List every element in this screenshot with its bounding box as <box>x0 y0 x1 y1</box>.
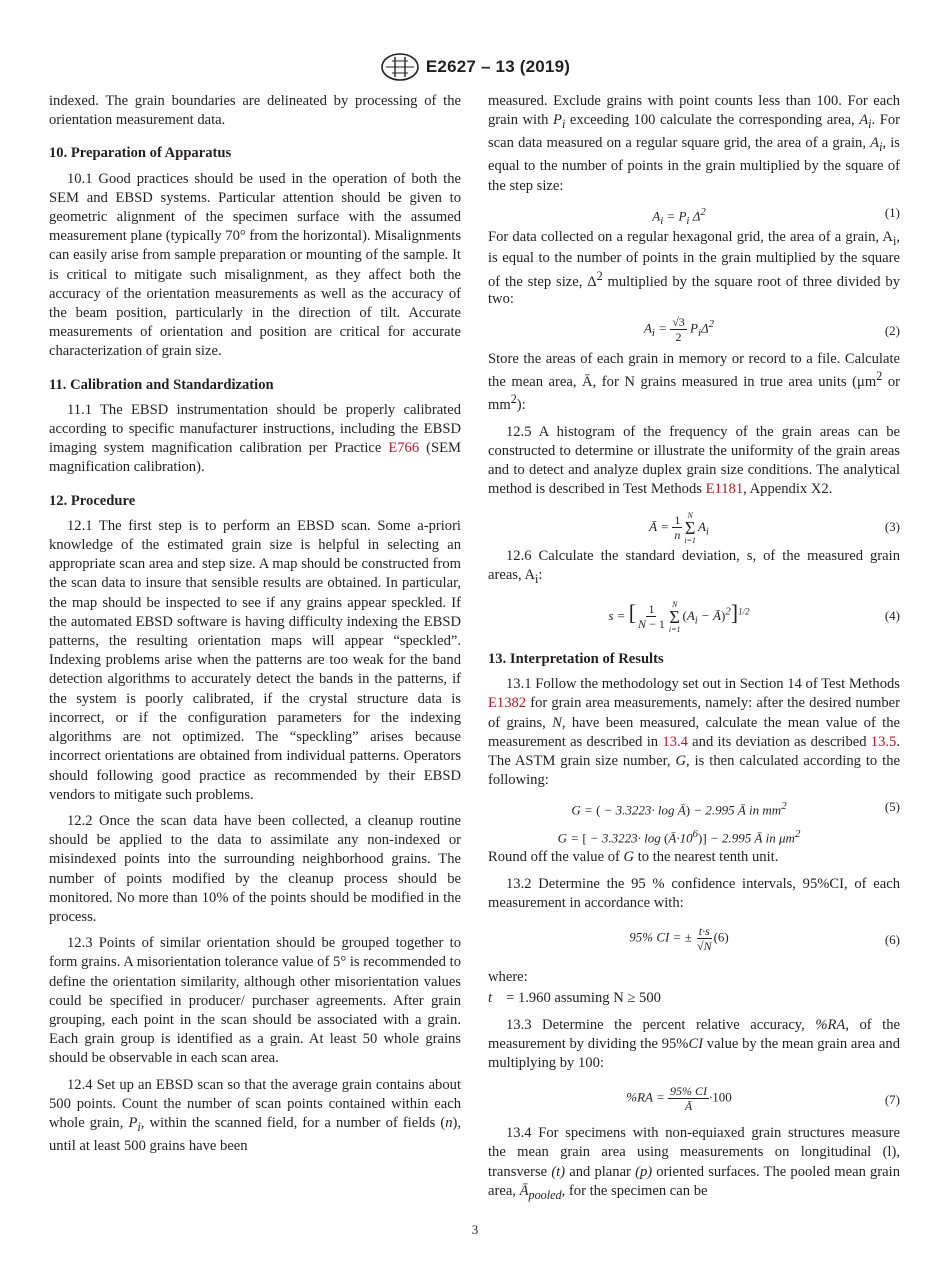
paragraph-11-1: 11.1 The EBSD instrumentation should be properly calibrated according to specific manufacturer instructions, including the EBSD imaging system magnification calibration per Practice E766 (SEM magnification calibration). <box>49 401 462 476</box>
equation-5: G = ( − 3.3223· log Ā) − 2.995 Ā in $mm^2$ (5) <box>571 799 900 818</box>
section-10-title: 10. Preparation of Apparatus <box>49 145 232 162</box>
link-e766[interactable]: E766 <box>388 440 420 457</box>
standard-designation: E2627 – 13 (2019) <box>425 57 571 76</box>
link-e1181[interactable]: E1181 <box>705 481 744 498</box>
paragraph-round-off: Round off the value of G to the nearest tenth unit. <box>488 849 779 866</box>
page-header <box>0 52 950 82</box>
link-e1382[interactable]: E1382 <box>488 695 527 712</box>
section-12-title: 12. Procedure <box>49 492 136 509</box>
paragraph-continued-right: measured. Exclude grains with point counts less than 100. For each grain with $P_i$ exceeding 100 calculate the corresponding area, $A_i$. For scan data measured on a regular square grid, the area of a grain, $A_i$, is equal to the number of points in the grain multiplied by the square of the step size: <box>488 93 901 194</box>
equation-7: %RA = $\frac{95\% CI}{Ā}$ ·100 (7) <box>626 1084 900 1114</box>
equation-5-micron: G = [ − $3.3223\cdot \log (Ā\cdot 10^6)] - 2.995$ Ā in $\mu m^2$ <box>557 828 801 846</box>
paragraph-12-2: 12.2 Once the scan data have been collected, a cleanup routine should be applied to the data to assimilate any non-indexed or misindexed points into the surrounding neighborhood grains. The number of points modified by the cleanup process should be monitored. No more than 10% of the points should be modified in the process. <box>49 812 461 925</box>
paragraph-12-1: 12.1 The first step is to perform an EBSD scan. Some a-priori knowledge of the estimated grain size is helpful in selecting an appropriate scan area and step size. A map should be constructed from the scan data to insure that sensible results are obtained. In particular, the map should be inspected to see if any grains appear speckled. If the automated EBSD software is having difficulty indexing the EBSD patterns, the resulting orientation maps will appear “speckled”. Indexing problems arise when the patterns are too weak for the band detection algorithms to accurately detect the bands in the patterns, if the system is poorly calibrated, if the crystal structure data is incorrect, or if the configuration parameters for the indexing algorithms are not optimized. The “speckling” arises because incorrect orientations are obtained from individual patterns. Operators should following good practice as recommended by their EBSD vendors to mitigate such problems. <box>49 517 461 803</box>
paragraph-continued: indexed. The grain boundaries are delineated by processing of the orientation measurement data. <box>49 93 461 129</box>
paragraph-13-4: 13.4 For specimens with non-equiaxed grain structures measure the mean grain area using measurements on longitudinal (l), transverse (t) and planar (p) oriented surfaces. The pooled mean grain area, $Ā_{pooled}$, for the specimen can be <box>488 1125 900 1202</box>
paragraph-store-areas: Store the areas of each grain in memory or record to a file. Calculate the mean area, Ā, for N grains measured in true area units ($\mu m^2$ or $mm^2$): <box>488 350 900 414</box>
paragraph-12-5: 12.5 A histogram of the frequency of the grain areas can be constructed to determine or illustrate the uniformity of the grain areas and to detect and analyze duplex grain size conditions. The analytical method is described in Test Methods E1181, Appendix X2. <box>488 423 900 498</box>
paragraph-hexagonal: For data collected on a regular hexagonal grid, the area of a grain, $A_i$, is equal to the number of points in the grain multiplied by the square of the step size, $\Delta^2$ multiplied by the square root of three divided by two: <box>488 228 900 308</box>
left-column <box>49 92 461 1163</box>
equation-1: $A_i = P_i$ $\Delta^2$ (1) <box>652 204 900 227</box>
equation-2: $A_i$ = $\frac{√3}{2}$ $P_i\Delta^2$ (2) <box>643 314 900 344</box>
where-label: where: <box>488 969 528 986</box>
paragraph-10-1: 10.1 Good practices should be used in the operation of both the SEM and EBSD systems. Particular attention should be given to geometric alignment of the specimen surface with the assumed measurement plane (typically 70° from the horizontal). Misalignments can easily arise from sample preparation or mounting of the sample. It is critical to mitigate such misalignment, as they affect both the accuracy of the orientation measurements as well as the accuracy of the beam position, particularly in the direction of tilt. Accurate measurements of orientation and position are critical for accurate characterization of grain size. <box>49 170 461 360</box>
link-13-5[interactable]: 13.5 <box>870 733 897 750</box>
link-13-4[interactable]: 13.4 <box>662 733 688 750</box>
right-column <box>488 92 900 1212</box>
astm-logo-icon <box>380 52 420 82</box>
equation-3: Ā = $\frac{1}{n}$ N Σ i=1 $A_i$ (3) <box>649 510 900 545</box>
equation-4: s = [ $\frac{1}{N - 1}$ N Σ i=1 ($A_i$ − Ā)$^2$]$^{1/2}$ (4) <box>608 599 900 634</box>
where-definition: t = 1.960 assuming N ≥ 500 <box>488 990 661 1007</box>
page-number: 3 <box>471 1222 479 1237</box>
paragraph-13-3: 13.3 Determine the percent relative accuracy, %RA, of the measurement by dividing the 95%CI value by the mean grain area and multiplying by 100: <box>488 1016 900 1072</box>
paragraph-12-6: 12.6 Calculate the standard deviation, s, of the measured grain areas, $A_i$: <box>488 547 900 586</box>
paragraph-13-2: 13.2 Determine the 95 % confidence intervals, 95%CI, of each measurement in accordance with: <box>488 875 900 912</box>
section-13-title: 13. Interpretation of Results <box>488 650 664 667</box>
paragraph-13-1: 13.1 Follow the methodology set out in Section 14 of Test Methods E1382 for grain area measurements, namely: after the desired number of grains, N, have been measured, calculate the mean value of the measurement as described in 13.4 and its deviation as described 13.5. The ASTM grain size number, G, is then calculated according to the following: <box>488 676 900 789</box>
paragraph-12-4: 12.4 Set up an EBSD scan so that the average grain contains about 500 points. Count the number of scan points contained within each whole grain, $P_i$, within the scanned field, for a number of fields (n), until at least 500 grains have been <box>49 1076 461 1155</box>
paragraph-12-3: 12.3 Points of similar orientation should be grouped together to form grains. A misorientation tolerance value of 5° is recommended to define the orientation similarity, although other misorientation values could be specified in producer/ purchaser agreements. After grain grouping, each point in the scan should be associated with a grain. Each grain group is identified as a grain. At least 50 whole grains should be observable in each scan area. <box>49 935 461 1067</box>
section-11-title: 11. Calibration and Standardization <box>49 376 274 393</box>
equation-6: 95% CI = ± $\frac{t\cdot s}{√N}$ (6) (6) <box>629 924 900 954</box>
